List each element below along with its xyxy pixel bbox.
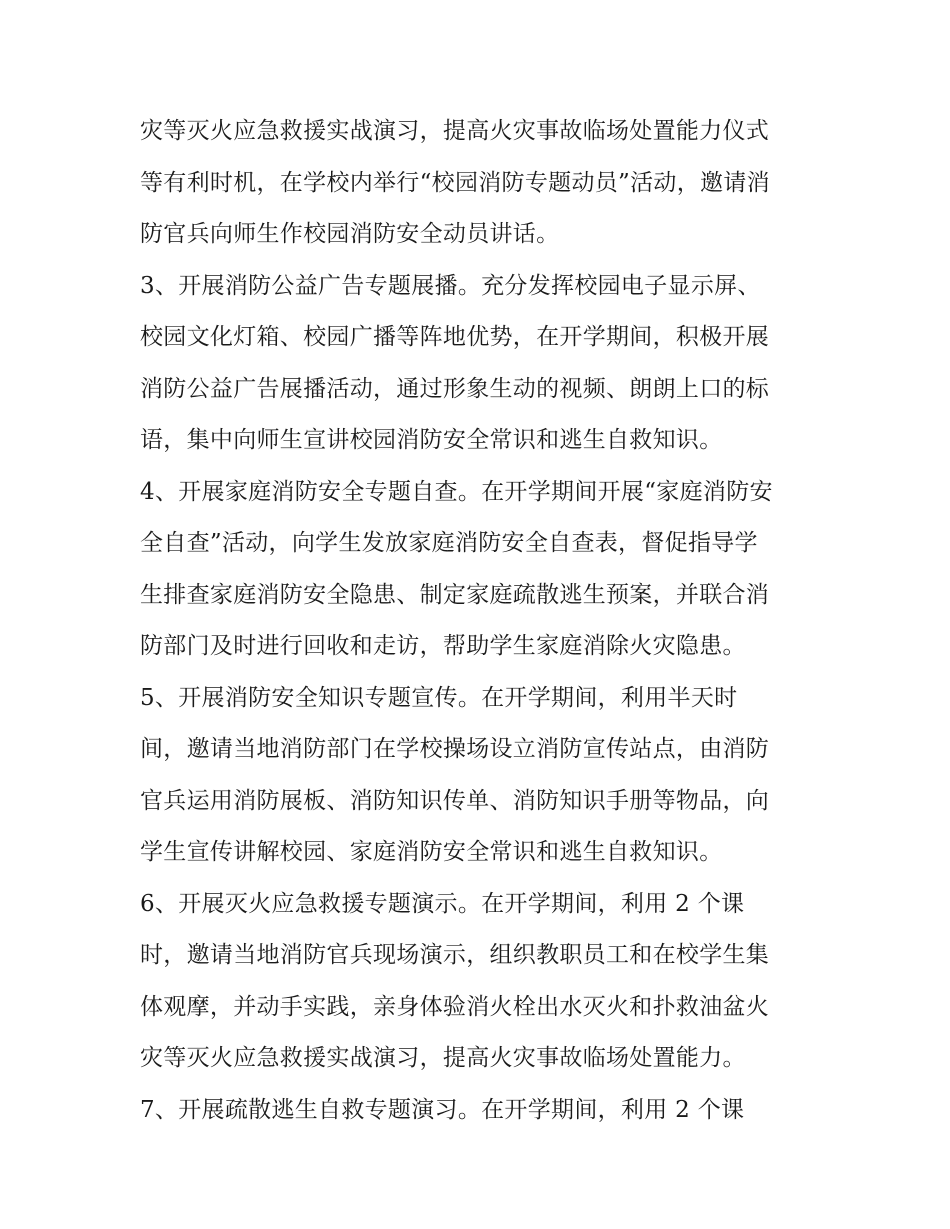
item-6-heading-line: 6、开展灭火应急救援专题演示。在开学期间，利用 2 个课 (140, 890, 745, 917)
body-text (140, 106, 820, 1136)
item-5-heading-line: 5、开展消防安全知识专题宣传。在开学期间，利用半天时 (140, 684, 738, 711)
text-line: 时，邀请当地消防官兵现场演示，组织教职员工和在校学生集 (140, 942, 770, 968)
item-4-heading-line: 4、开展家庭消防安全专题自查。在开学期间开展“家庭消防安 (140, 478, 773, 505)
text-line: 生排查家庭消防安全隐患、制定家庭疏散逃生预案，并联合消 (140, 581, 770, 608)
text-line: 防部门及时进行回收和走访，帮助学生家庭消除火灾隐患。 (140, 633, 746, 659)
text-line: 体观摩，并动手实践，亲身体验消火栓出水灭火和扑救油盆火 (140, 993, 770, 1020)
text-line: 全自查”活动，向学生发放家庭消防安全自查表，督促指导学 (140, 530, 758, 556)
text-line: 防官兵向师生作校园消防安全动员讲话。 (140, 221, 560, 247)
text-line: 灾等灭火应急救援实战演习，提高火灾事故临场处置能力仪式 (140, 118, 770, 144)
text-line: 等有利时机，在学校内举行“校园消防专题动员”活动，邀请消 (140, 169, 770, 196)
text-line: 语，集中向师生宣讲校园消防安全常识和逃生自救知识。 (140, 427, 723, 453)
text-line: 消防公益广告展播活动，通过形象生动的视频、朗朗上口的标 (140, 375, 770, 402)
text-line: 官兵运用消防展板、消防知识传单、消防知识手册等物品，向 (140, 787, 770, 814)
item-7-heading-line: 7、开展疏散逃生自救专题演习。在开学期间，利用 2 个课 (140, 1096, 745, 1123)
text-line: 灾等灭火应急救援实战演习，提高火灾事故临场处置能力。 (140, 1045, 746, 1071)
item-3-heading-line: 3、开展消防公益广告专题展播。充分发挥校园电子显示屏、 (140, 272, 761, 299)
text-line: 间，邀请当地消防部门在学校操场设立消防宣传站点，由消防 (140, 736, 770, 762)
text-line: 校园文化灯箱、校园广播等阵地优势，在开学期间，积极开展 (140, 324, 770, 350)
text-line: 学生宣传讲解校园、家庭消防安全常识和逃生自救知识。 (140, 839, 723, 865)
